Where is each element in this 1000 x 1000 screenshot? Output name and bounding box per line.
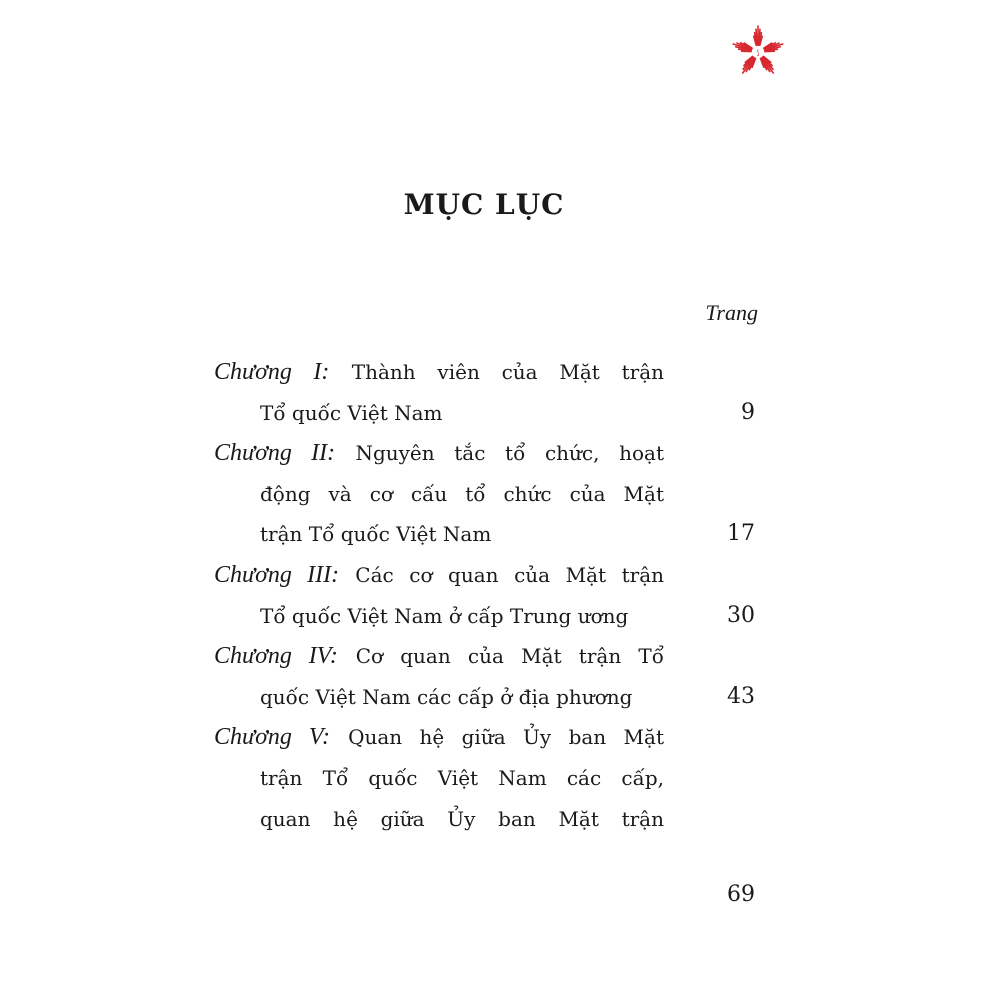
chapter-title-text: Nguyên tắc tổ chức, hoạt (355, 441, 664, 466)
chapter-title-text: trận Tổ quốc Việt Nam các cấp, (260, 765, 664, 790)
chapter-label: Chương V: (214, 724, 331, 751)
toc-line (214, 433, 759, 474)
chapter-title-text: Tổ quốc Việt Nam ở cấp Trung ương (260, 603, 629, 628)
toc-page-number: 43 (727, 683, 755, 709)
page-column-label: Trang (705, 300, 758, 325)
toc-line-text (214, 555, 664, 597)
chapter-title-text: Cơ quan của Mặt trận Tổ (355, 644, 664, 669)
toc-line (214, 555, 759, 596)
chapter-title-text: động và cơ cấu tổ chức của Mặt (260, 481, 664, 506)
toc-line-text (214, 433, 664, 475)
toc-line (214, 514, 759, 555)
chapter-title-text: Tổ quốc Việt Nam (260, 400, 443, 425)
toc-line-text (214, 636, 664, 678)
toc-line (214, 474, 759, 515)
table-of-contents (214, 352, 759, 839)
toc-line-text (260, 758, 664, 800)
toc-line (214, 758, 759, 799)
chapter-title-text: Thành viên của Mặt trận (351, 360, 664, 384)
toc-line-text (260, 393, 664, 435)
chapter-label: Chương III: (214, 561, 340, 588)
chapter-title-text: quốc Việt Nam các cấp ở địa phương (260, 684, 633, 709)
toc-line-text (214, 352, 664, 394)
toc-page-number: 30 (727, 602, 755, 628)
page-number: 69 (727, 882, 755, 907)
chapter-label: Chương I: (214, 359, 330, 385)
toc-line-text (260, 677, 664, 719)
toc-line (214, 596, 759, 637)
svg-text:⟆: ⟆ (756, 49, 760, 57)
toc-line-text (260, 474, 664, 516)
toc-line-text (260, 514, 664, 556)
toc-page-number: 9 (741, 399, 755, 425)
chapter-title-text: quan hệ giữa Ủy ban Mặt trận (260, 806, 664, 831)
toc-line (214, 636, 759, 677)
toc-line-text (260, 596, 664, 638)
chapter-label: Chương II: (214, 440, 336, 467)
chapter-title-text: Quan hệ giữa Ủy ban Mặt (348, 725, 664, 750)
toc-line-text (214, 717, 664, 759)
page-title: MỤC LỤC (403, 188, 565, 221)
chapter-title-text: Các cơ quan của Mặt trận (355, 562, 664, 587)
red-star-emblem-icon (728, 22, 788, 82)
chapter-label: Chương IV: (214, 643, 338, 670)
toc-line (214, 717, 759, 758)
toc-line (214, 799, 759, 840)
toc-line-text (260, 799, 664, 841)
toc-line (214, 352, 759, 393)
toc-line (214, 677, 759, 718)
toc-page-number: 17 (727, 521, 755, 547)
chapter-title-text: trận Tổ quốc Việt Nam (260, 522, 492, 547)
toc-line (214, 393, 759, 434)
